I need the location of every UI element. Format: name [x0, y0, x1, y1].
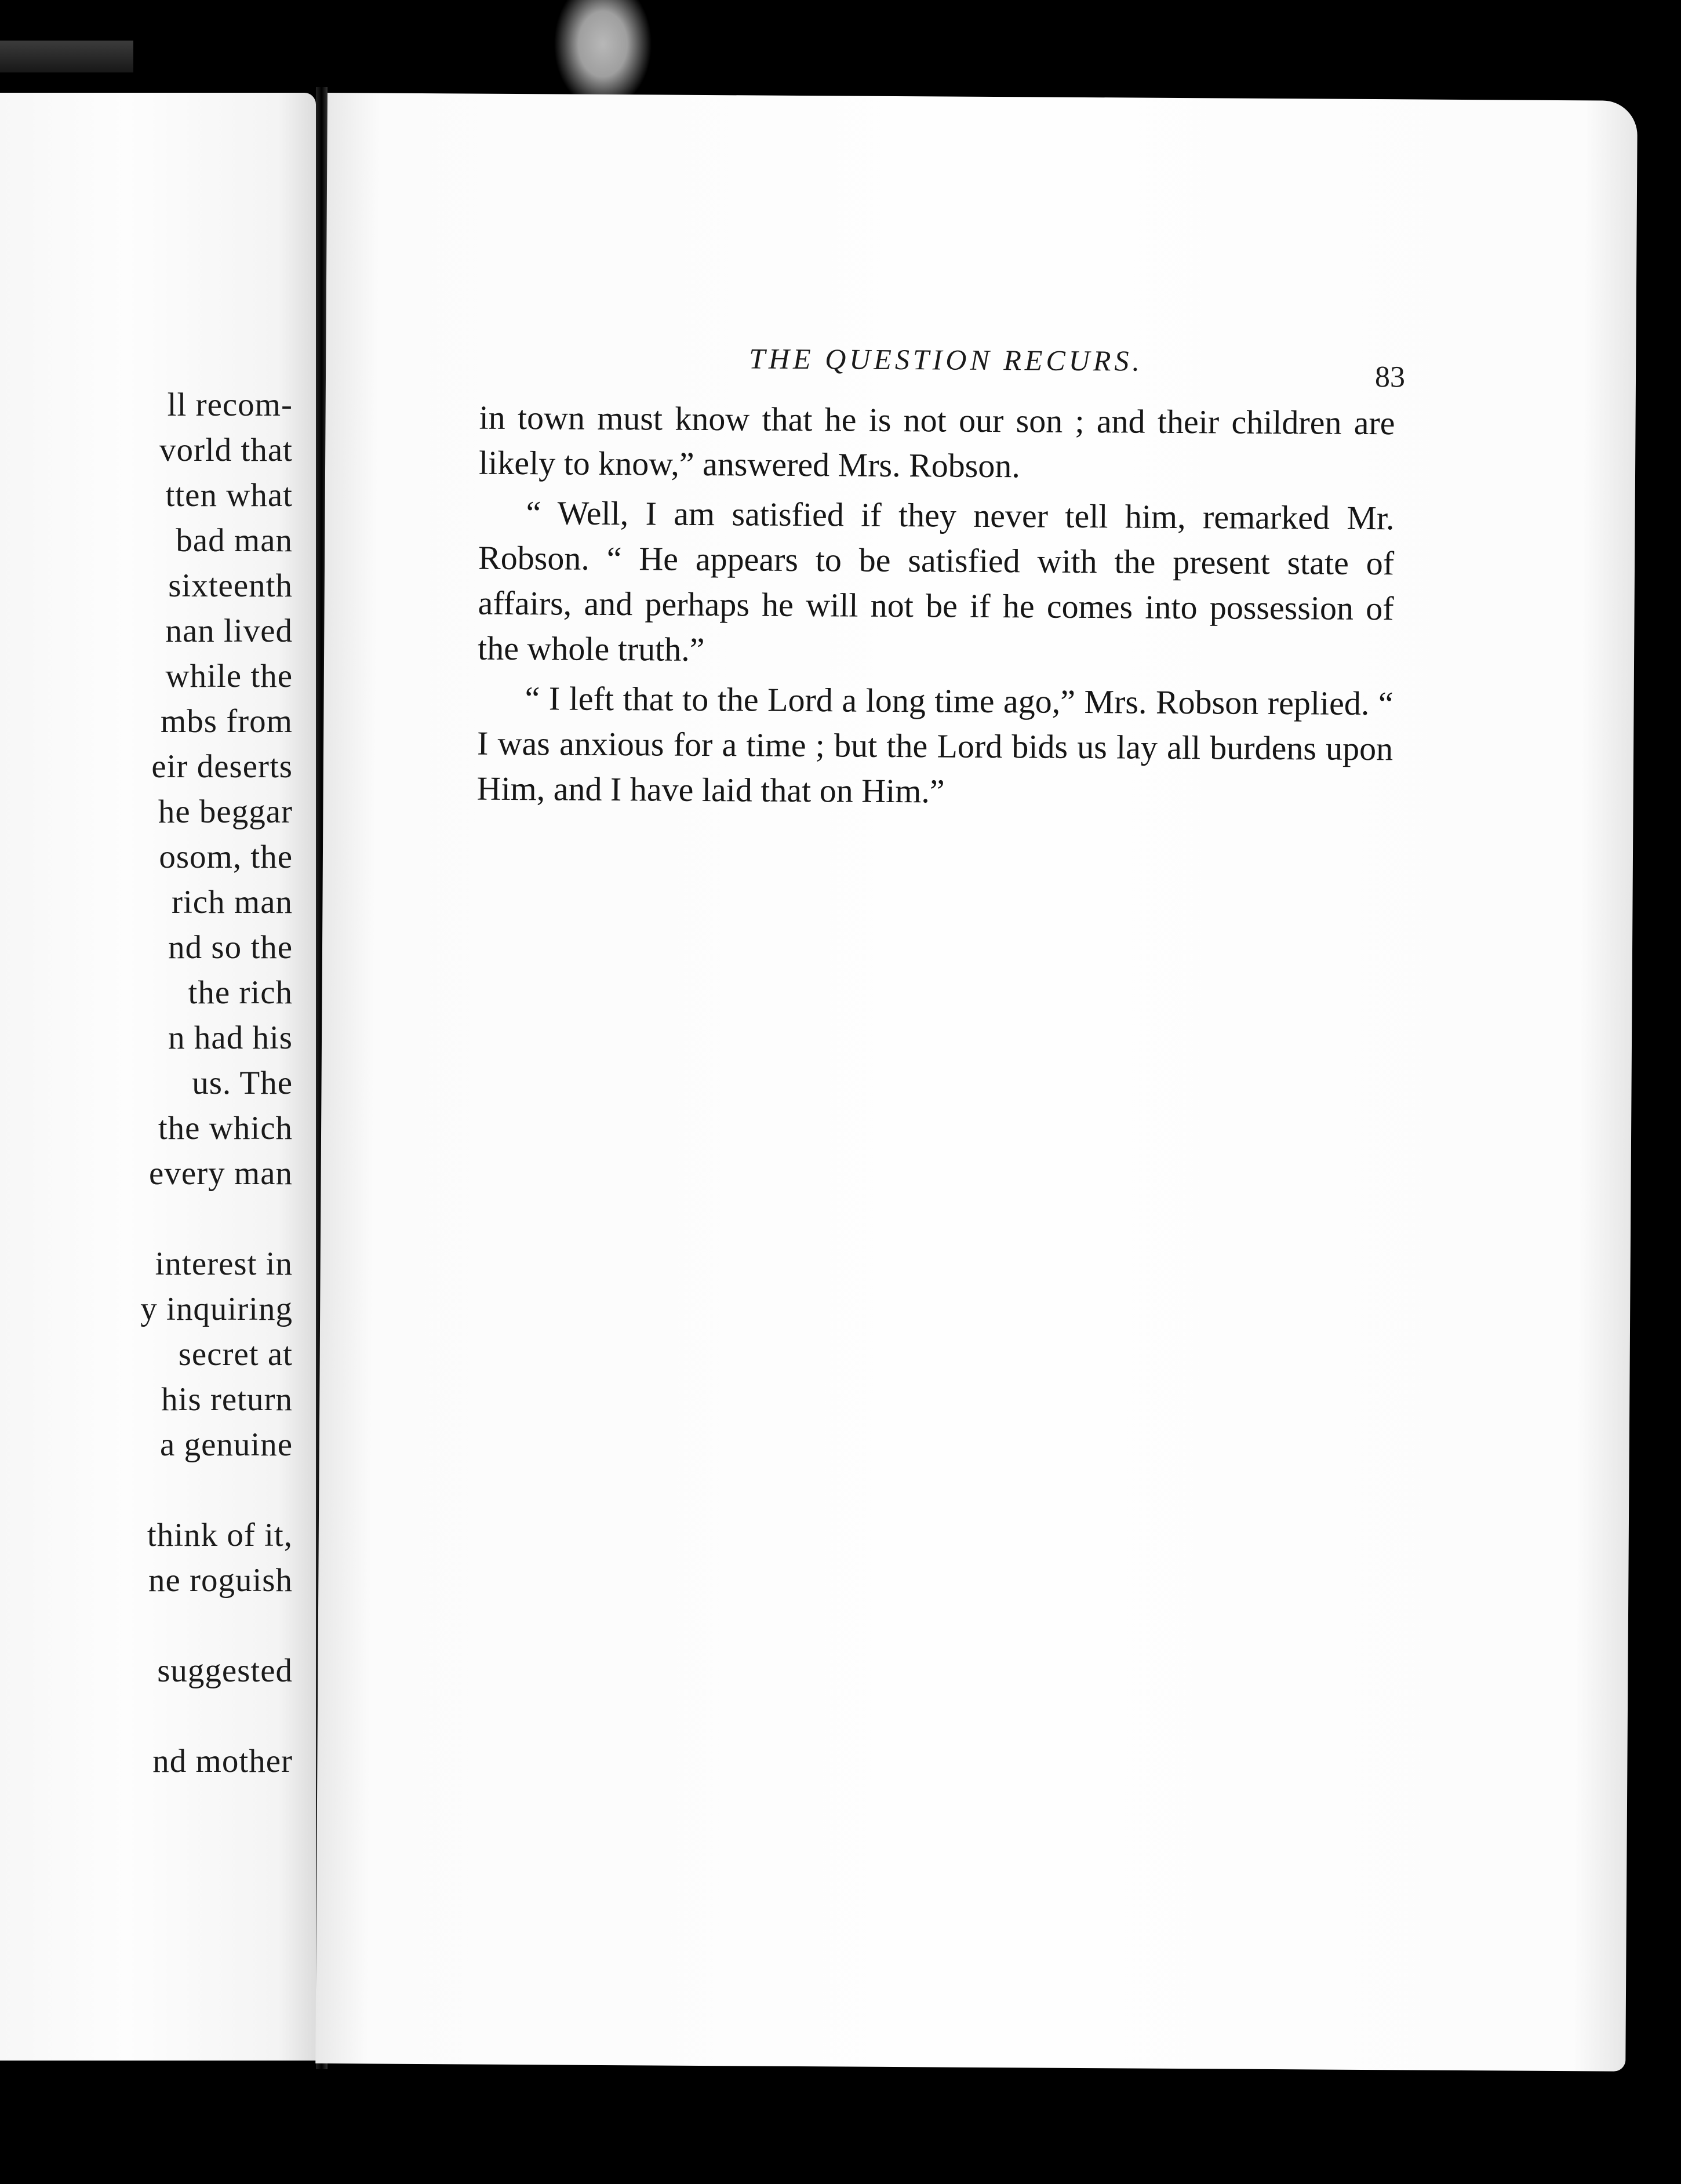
- left-page-line: sixteenth: [168, 567, 293, 604]
- left-page-line: secret at: [178, 1336, 293, 1373]
- left-page-line: nan lived: [165, 613, 293, 649]
- left-page-line: n had his: [168, 1020, 293, 1056]
- running-head: THE QUESTION RECURS.: [749, 342, 1144, 377]
- paragraph: in town must know that he is not our son ; and their children are likely to know,” answered Mrs. Robson.: [478, 398, 1395, 485]
- left-page-line: a genuine: [160, 1426, 293, 1463]
- left-page: [0, 93, 316, 2061]
- left-page-line: vorld that: [159, 432, 293, 468]
- left-page-line: tten what: [165, 477, 293, 514]
- left-page-line: suggested: [157, 1652, 293, 1689]
- left-page-line: [0, 1603, 293, 1648]
- left-page-line: the which: [158, 1110, 293, 1146]
- left-page-line: while the: [165, 658, 293, 694]
- left-page-line: [0, 1468, 293, 1513]
- left-page-line: [0, 1196, 293, 1242]
- left-page-line: eir deserts: [151, 748, 293, 785]
- left-page-line: osom, the: [159, 839, 293, 875]
- left-page-line: mbs from: [160, 703, 293, 740]
- left-page-line: his return: [161, 1381, 293, 1418]
- left-page-line: he beggar: [158, 793, 293, 830]
- left-page-line: bad man: [176, 522, 293, 559]
- paragraph: “ Well, I am satisfied if they never tell him, remarked Mr. Robson. “ He appears to be satisfied with the present state of affairs, and perhaps he will not be if he comes into possession of the whole truth.”: [477, 494, 1395, 668]
- left-page-line: ne roguish: [148, 1562, 293, 1599]
- page-body: [476, 395, 1395, 822]
- page-number: 83: [1374, 361, 1406, 394]
- left-page-line: rich man: [171, 884, 293, 920]
- left-page-line: ll recom-: [167, 387, 293, 423]
- paragraph: “ I left that to the Lord a long time ago,” Mrs. Robson replied. “ I was anxious for a time ; but the Lord bids us lay all burdens upon Him, and I have laid that on Him.”: [476, 679, 1393, 810]
- left-page-line: the rich: [188, 974, 293, 1011]
- left-page-line: interest in: [155, 1246, 293, 1282]
- left-page-line: think of it,: [147, 1517, 293, 1553]
- left-page-line: nd mother: [152, 1743, 293, 1779]
- left-page-line: every man: [149, 1155, 293, 1192]
- right-page: [315, 93, 1638, 2072]
- left-page-text: [0, 383, 293, 1784]
- paper-damage-smudge: [554, 0, 652, 110]
- left-page-line: nd so the: [168, 929, 293, 966]
- left-page-line: us. The: [192, 1065, 293, 1101]
- left-page-line: y inquiring: [140, 1291, 293, 1327]
- scan-edge-artifact: [0, 41, 133, 72]
- left-page-line: [0, 1694, 293, 1739]
